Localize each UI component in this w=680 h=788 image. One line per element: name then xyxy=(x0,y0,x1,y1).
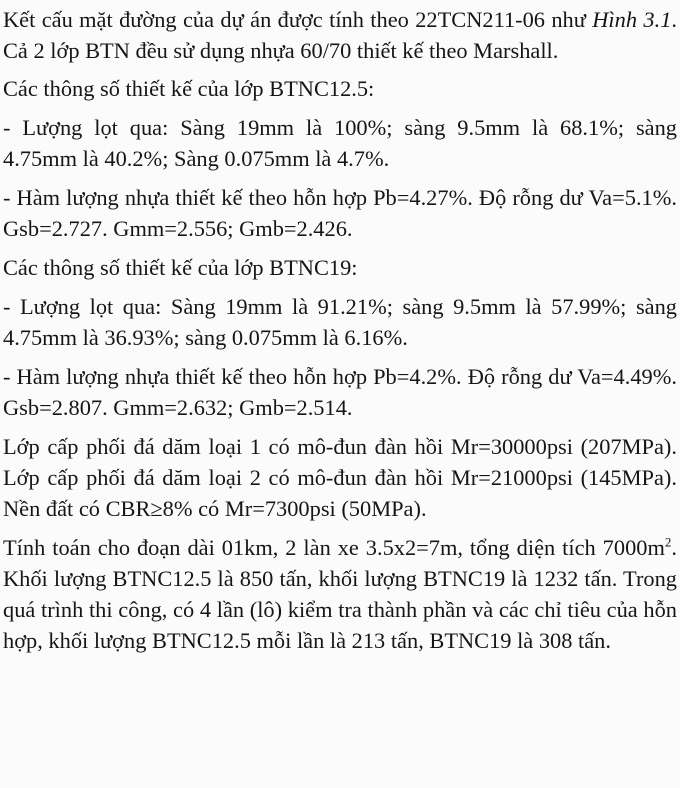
intro-text-2: . Cả 2 lớp BTN đều sử dụng nhựa 60/70 thiết kế theo Marshall. xyxy=(3,7,677,63)
figure-reference: Hình 3.1 xyxy=(592,7,672,32)
calc-text-1: Tính toán cho đoạn dài 01km, 2 làn xe 3.5x2=7m, tổng diện tích 7000m xyxy=(3,535,665,560)
btnc125-gradation: - Lượng lọt qua: Sàng 19mm là 100%; sàng 9.5mm là 68.1%; sàng 4.75mm là 40.2%; Sàng 0.075mm là 4.7%. xyxy=(3,115,677,171)
heading-btnc19: Các thông số thiết kế của lớp BTNC19: xyxy=(3,255,358,280)
base-layers-paragraph: Lớp cấp phối đá dăm loại 1 có mô-đun đàn hồi Mr=30000psi (207MPa). Lớp cấp phối đá dăm loại 2 có mô-đun đàn hồi Mr=21000psi (145MPa). Nền đất có CBR≥8% có Mr=7300psi (50MPa). xyxy=(3,434,677,521)
paragraph-intro xyxy=(3,4,677,66)
btnc19-binder: - Hàm lượng nhựa thiết kế theo hỗn hợp Pb=4.2%. Độ rỗng dư Va=4.49%. Gsb=2.807. Gmm=2.632; Gmb=2.514. xyxy=(3,364,677,420)
heading-btnc125: Các thông số thiết kế của lớp BTNC12.5: xyxy=(3,76,375,101)
superscript-2: 2 xyxy=(664,534,672,550)
calculation-paragraph xyxy=(3,532,677,656)
btnc125-binder: - Hàm lượng nhựa thiết kế theo hỗn hợp Pb=4.27%. Độ rỗng dư Va=5.1%. Gsb=2.727. Gmm=2.556; Gmb=2.426. xyxy=(3,185,677,241)
intro-text-1: Kết cấu mặt đường của dự án được tính theo 22TCN211-06 như xyxy=(3,7,593,32)
calc-text-2: . Khối lượng BTNC12.5 là 850 tấn, khối lượng BTNC19 là 1232 tấn. Trong quá trình thi công, có 4 lần (lô) kiểm tra thành phần và các chỉ tiêu của hỗn hợp, khối lượng BTNC12.5 mỗi lần là 213 tấn, BTNC19 là 308 tấn. xyxy=(3,535,677,653)
btnc19-gradation: - Lượng lọt qua: Sàng 19mm là 91.21%; sàng 9.5mm là 57.99%; sàng 4.75mm là 36.93%; sàng 0.075mm là 6.16%. xyxy=(3,294,677,350)
